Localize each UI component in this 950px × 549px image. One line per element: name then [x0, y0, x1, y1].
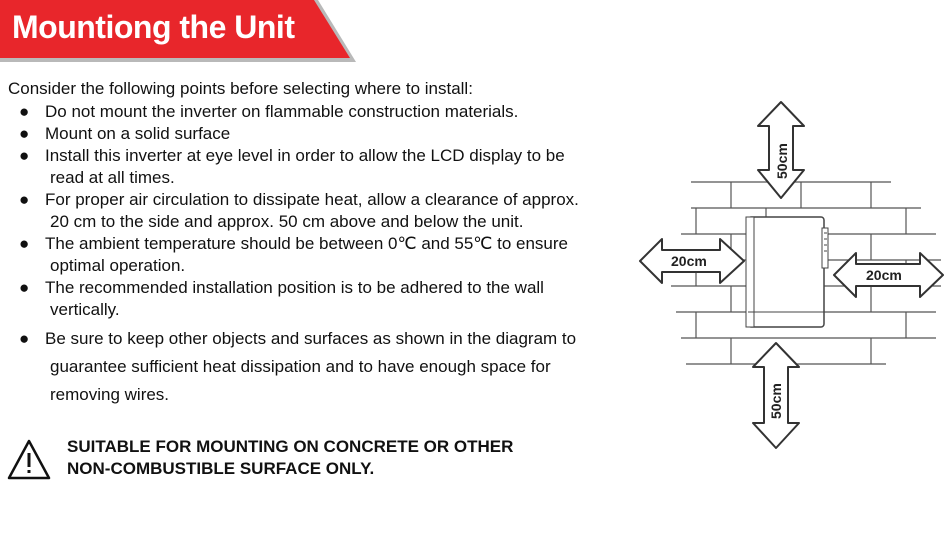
bullet-icon: ●	[19, 124, 30, 143]
list-item-line: removing wires.	[50, 385, 170, 404]
warning-text	[67, 436, 513, 480]
list-item-line: Be sure to keep other objects and surfaces as shown in the diagram to	[45, 329, 577, 348]
right-clearance-label: 20cm	[866, 267, 902, 283]
inverter-unit	[746, 217, 828, 327]
bullet-icon: ●	[19, 190, 30, 209]
warning-line: NON-COMBUSTIBLE SURFACE ONLY.	[67, 459, 375, 478]
list-item-line: For proper air circulation to dissipate heat, allow a clearance of approx.	[45, 190, 579, 209]
list-item-line: optimal operation.	[50, 256, 186, 275]
intro-text: Consider the following points before selecting where to install:	[8, 79, 473, 98]
list-item-line: read at all times.	[50, 168, 175, 187]
list-item-line: Mount on a solid surface	[45, 124, 231, 143]
list-item	[18, 101, 633, 123]
list-item-line: 20 cm to the side and approx. 50 cm above and below the unit.	[50, 212, 524, 231]
list-item-line: Do not mount the inverter on flammable construction materials.	[45, 102, 519, 121]
warning-notice	[6, 436, 626, 486]
page-title: Mountiong the Unit	[12, 9, 295, 45]
bottom-clearance-label: 50cm	[768, 383, 784, 419]
list-item-line: vertically.	[50, 300, 120, 319]
top-clearance-label: 50cm	[774, 143, 790, 179]
clearance-diagram	[636, 100, 946, 460]
list-item-line: Install this inverter at eye level in order to allow the LCD display to be	[45, 146, 565, 165]
bullet-icon: ●	[19, 278, 30, 297]
bullet-icon: ●	[19, 234, 30, 253]
list-item	[18, 189, 633, 233]
clearance-diagram-drawing	[636, 100, 946, 460]
warning-triangle-icon	[6, 438, 52, 482]
left-clearance-label: 20cm	[671, 253, 707, 269]
warning-line: SUITABLE FOR MOUNTING ON CONCRETE OR OTHER	[67, 437, 514, 456]
title-banner	[0, 0, 356, 62]
list-item	[18, 325, 633, 409]
list-item	[18, 277, 633, 321]
bullet-icon: ●	[19, 329, 30, 348]
bullet-icon: ●	[19, 146, 30, 165]
bullet-icon: ●	[19, 102, 30, 121]
list-item	[18, 233, 633, 277]
installation-points-list	[18, 101, 633, 409]
list-item-line: The ambient temperature should be between 0℃ and 55℃ to ensure	[45, 234, 569, 253]
list-item-line: guarantee sufficient heat dissipation and to have enough space for	[50, 357, 551, 376]
list-item-line: The recommended installation position is to be adhered to the wall	[45, 278, 544, 297]
list-item	[18, 145, 633, 189]
list-item	[18, 123, 633, 145]
